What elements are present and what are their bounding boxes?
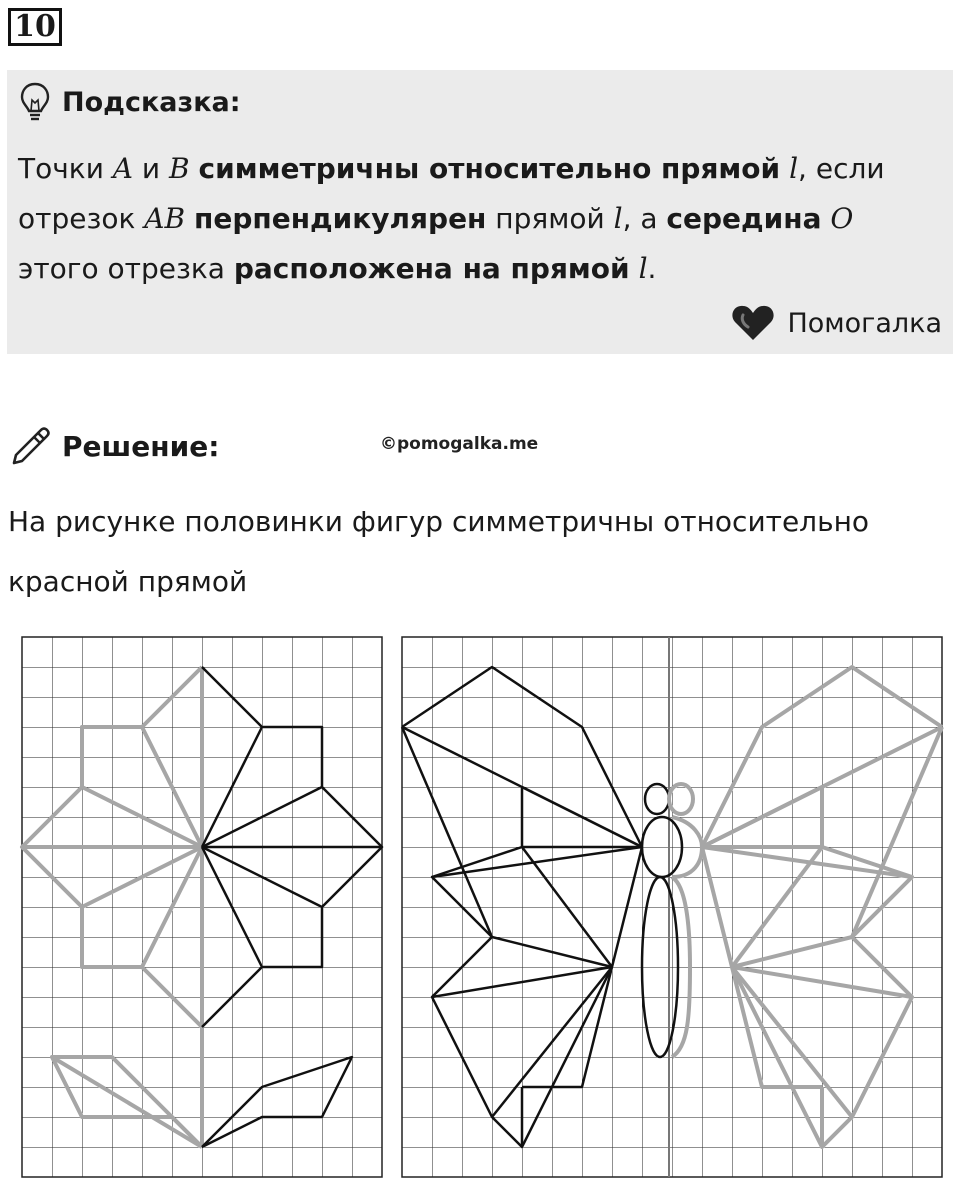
pencil-icon bbox=[10, 425, 52, 467]
solution-line-2: красной прямой bbox=[8, 565, 248, 598]
brand-label: Помогалка bbox=[787, 307, 942, 339]
text-run: Точки bbox=[18, 152, 113, 185]
bold-text: перпендикулярен bbox=[193, 202, 487, 235]
hint-line-2 bbox=[18, 194, 938, 244]
text-run: , а bbox=[622, 202, 667, 235]
hint-line-3 bbox=[18, 244, 938, 294]
text-run: прямой bbox=[486, 202, 614, 235]
task-number: 10 bbox=[8, 8, 62, 46]
lightbulb-icon bbox=[20, 82, 50, 122]
hint-line-1 bbox=[18, 144, 938, 194]
text-run: . bbox=[647, 252, 657, 285]
solution-text bbox=[8, 492, 948, 612]
solution-header bbox=[10, 425, 219, 467]
heart-icon bbox=[731, 304, 775, 342]
text-run: , если bbox=[798, 152, 885, 185]
math-symbol: O bbox=[830, 202, 854, 235]
math-symbol: AB bbox=[144, 202, 186, 235]
bold-text: симметричны относительно прямой bbox=[198, 152, 781, 185]
text-run bbox=[630, 252, 639, 285]
brand bbox=[731, 304, 942, 342]
text-run: и bbox=[133, 152, 170, 185]
bold-text: середина bbox=[666, 202, 822, 235]
flower-grid bbox=[22, 637, 382, 1177]
math-symbol: l bbox=[613, 202, 623, 235]
watermark: ©pomogalka.me bbox=[380, 434, 539, 454]
hint-text bbox=[18, 144, 938, 294]
hint-title: Подсказка: bbox=[62, 86, 241, 118]
text-run: отрезок bbox=[18, 202, 145, 235]
math-symbol: l bbox=[638, 252, 648, 285]
math-symbol: B bbox=[169, 152, 190, 185]
solution-title: Решение: bbox=[62, 429, 220, 463]
text-run bbox=[185, 202, 194, 235]
text-run: этого отрезка bbox=[18, 252, 234, 285]
butterfly-grid bbox=[402, 637, 942, 1177]
solution-line-1: На рисунке половинки фигур симметричны относительно bbox=[8, 505, 870, 538]
math-symbol: l bbox=[789, 152, 799, 185]
hint-header bbox=[20, 80, 241, 124]
math-symbol: A bbox=[112, 152, 134, 185]
text-run bbox=[780, 152, 789, 185]
bold-text: расположена на прямой bbox=[233, 252, 630, 285]
text-run bbox=[190, 152, 199, 185]
symmetry-drawings bbox=[0, 625, 960, 1185]
